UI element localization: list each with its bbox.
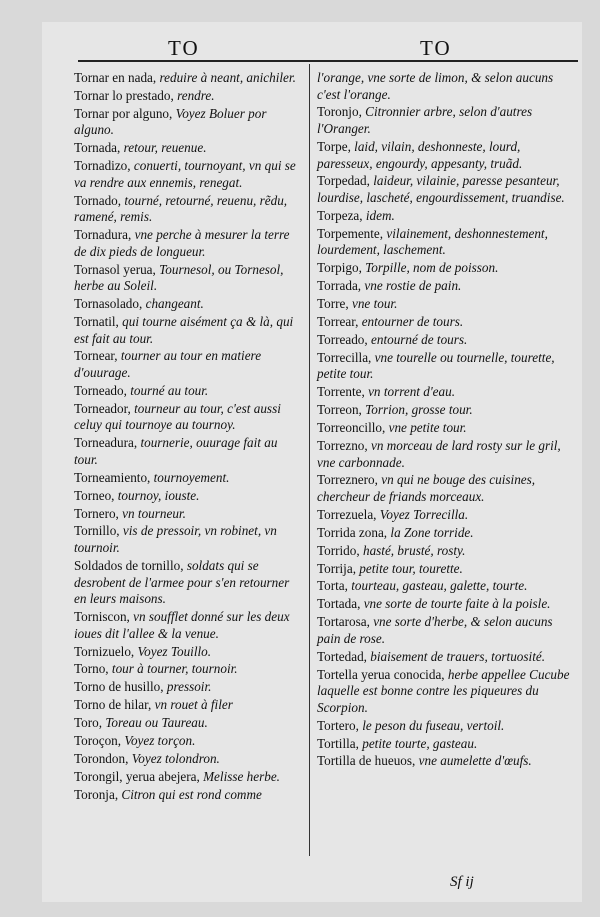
entry-definition: vne perche à mesurer la terre de dix pieds de longueur. <box>74 227 290 259</box>
dictionary-entry <box>317 753 575 770</box>
entry-definition: vne tourelle ou tournelle, tourette, petite tour. <box>317 349 555 382</box>
dictionary-entry <box>317 543 575 560</box>
entry-definition: idem. <box>362 207 395 223</box>
dictionary-entry <box>317 332 575 349</box>
entry-headword: Torrezno, <box>317 437 368 453</box>
running-head-left: TO <box>168 36 200 60</box>
entry-headword: Tornasol yerua, <box>74 261 156 277</box>
entry-headword: Toronjo, <box>317 104 362 120</box>
dictionary-entry <box>74 401 304 434</box>
entry-headword: Tortella yerua conocida, <box>317 666 445 682</box>
entry-definition: Melisse herbe. <box>199 768 280 784</box>
entry-headword: Tornero, <box>74 505 119 521</box>
dictionary-entry <box>74 715 304 732</box>
entry-definition: la Zone torride. <box>387 524 474 540</box>
dictionary-entry <box>74 506 304 523</box>
entry-definition: tournoy, iouste. <box>114 487 200 503</box>
entry-definition: Citronnier arbre, selon d'autres l'Oranger. <box>317 104 533 137</box>
entry-definition: pressoir. <box>163 679 212 695</box>
entry-definition: tourné, retourné, reuenu, rẽdu, ramené, remis. <box>74 192 288 225</box>
entry-headword: Torneadura, <box>74 435 138 451</box>
dictionary-entry <box>74 697 304 714</box>
entry-headword: Tornadura, <box>74 227 132 243</box>
running-head-right: TO <box>420 36 452 60</box>
entry-headword: Tornar lo prestado, <box>74 87 174 103</box>
dictionary-entry <box>317 226 575 259</box>
entry-headword: Torrido, <box>317 542 360 558</box>
dictionary-entry <box>74 314 304 347</box>
dictionary-entry <box>74 679 304 696</box>
entry-headword: Torniscon, <box>74 609 130 625</box>
dictionary-entry <box>317 278 575 295</box>
entry-headword: Torta, <box>317 578 348 594</box>
entry-headword: Torneo, <box>74 487 115 503</box>
dictionary-entry <box>74 88 304 105</box>
dictionary-entry <box>74 262 304 295</box>
entry-definition: vn soufflet donné sur les deux ioues dit l'allee & la venue. <box>74 609 290 641</box>
dictionary-entry <box>74 488 304 505</box>
entry-definition: tourné au tour. <box>126 382 209 398</box>
entry-headword: Toroçon, <box>74 732 122 748</box>
entry-headword: Torno de husillo, <box>74 679 164 695</box>
dictionary-entry <box>74 787 304 804</box>
dictionary-entry <box>317 139 575 172</box>
entry-definition: hasté, brusté, rosty. <box>359 542 466 558</box>
entry-headword: Torrada, <box>317 278 362 294</box>
dictionary-entry <box>317 596 575 613</box>
entry-headword: Torondon, <box>74 750 129 766</box>
entry-headword: Tortedad, <box>317 648 367 664</box>
entry-headword: Torpemente, <box>317 225 384 241</box>
dictionary-entry <box>74 435 304 468</box>
entry-definition: Torpille, nom de poisson. <box>361 260 499 276</box>
left-column <box>74 70 304 805</box>
entry-headword: Torreznero, <box>317 472 378 488</box>
entry-headword: Torre, <box>317 296 349 312</box>
entry-headword: Tortarosa, <box>317 614 370 630</box>
dictionary-entry <box>74 470 304 487</box>
dictionary-entry <box>317 173 575 206</box>
header-rule <box>78 60 578 62</box>
entry-definition: qui tourne aisément ça & là, qui est fait au tour. <box>74 313 294 346</box>
entry-definition: laid, vilain, deshonneste, lourd, paresseux, engourdy, appesanty, truãd. <box>317 138 523 171</box>
dictionary-entry <box>74 644 304 661</box>
entry-definition: Voyez Boluer por alguno. <box>74 105 267 138</box>
dictionary-entry <box>317 420 575 437</box>
entry-definition: tourner au tour en matiere d'ouurage. <box>74 348 262 381</box>
dictionary-entry <box>317 472 575 505</box>
entry-definition: tourneur au tour, c'est aussi celuy qui tournoye au tournoy. <box>74 400 281 433</box>
entry-definition: biaisement de trauers, tortuosité. <box>366 648 546 664</box>
entry-definition: Toreau ou Taureau. <box>102 715 208 731</box>
entry-definition: changeant. <box>142 296 204 312</box>
entry-headword: Tornillo, <box>74 523 120 539</box>
entry-definition: vne rostie de pain. <box>361 278 462 294</box>
dictionary-entry <box>317 384 575 401</box>
dictionary-entry <box>74 609 304 642</box>
entry-headword: Torpigo, <box>317 260 362 276</box>
entry-definition: vilainement, deshonnestement, lourdement, laschement. <box>317 225 548 258</box>
entry-headword: Torneamiento, <box>74 469 151 485</box>
dictionary-entry <box>317 260 575 277</box>
dictionary-entry <box>74 769 304 786</box>
dictionary-entry <box>74 70 304 87</box>
entry-definition: soldats qui se desrobent de l'armee pour s'en retourner en leurs maisons. <box>74 557 290 607</box>
entry-headword: Tornado, <box>74 192 122 208</box>
right-column <box>317 70 575 771</box>
dictionary-entry <box>74 296 304 313</box>
entry-definition: vne tour. <box>348 296 398 312</box>
entry-headword: Tornasolado, <box>74 296 143 312</box>
entry-definition: Tournesol, ou Tornesol, herbe au Soleil. <box>74 261 284 294</box>
entry-headword: Torongil, yerua abejera, <box>74 768 200 784</box>
entry-headword: Tornear, <box>74 348 118 364</box>
dictionary-entry <box>74 733 304 750</box>
dictionary-entry <box>317 525 575 542</box>
entry-headword: Tortero, <box>317 717 359 733</box>
dictionary-entry <box>74 140 304 157</box>
entry-definition: Voyez torçon. <box>121 732 196 748</box>
entry-definition: entourner de tours. <box>358 313 464 329</box>
entry-headword: Tortilla, <box>317 735 359 751</box>
dictionary-page <box>42 22 582 902</box>
entry-definition: vne sorte de tourte faite à la poisle. <box>360 596 551 612</box>
column-divider <box>309 64 310 856</box>
entry-definition: entourné de tours. <box>367 331 468 347</box>
dictionary-entry <box>317 649 575 666</box>
dictionary-entry <box>74 106 304 139</box>
entry-definition: vn morceau de lard rosty sur le gril, vne carbonnade. <box>317 437 561 470</box>
entry-definition: Voyez Torrecilla. <box>376 506 469 522</box>
entry-headword: Torno, <box>74 661 109 677</box>
dictionary-entry <box>317 208 575 225</box>
entry-definition: le peson du fuseau, vertoil. <box>358 717 505 733</box>
entry-definition: reduire à neant, anichiler. <box>156 70 296 85</box>
dictionary-entry <box>317 70 575 103</box>
entry-headword: Torneador, <box>74 400 131 416</box>
dictionary-entry <box>317 314 575 331</box>
dictionary-entry <box>74 193 304 226</box>
dictionary-entry <box>317 507 575 524</box>
dictionary-entry <box>74 383 304 400</box>
entry-definition: vis de pressoir, vn robinet, vn tournoir. <box>74 523 277 556</box>
entry-definition: tournerie, ouurage fait au tour. <box>74 435 278 467</box>
entry-headword: Torpedad, <box>317 173 370 189</box>
entry-definition: tourteau, gasteau, galette, tourte. <box>347 578 528 594</box>
dictionary-entry <box>317 296 575 313</box>
entry-headword: Torrente, <box>317 384 365 400</box>
entry-headword: Tornadizo, <box>74 158 131 174</box>
dictionary-entry <box>317 104 575 137</box>
dictionary-entry <box>317 614 575 647</box>
dictionary-entry <box>74 523 304 556</box>
entry-headword: Torreoncillo, <box>317 420 386 436</box>
dictionary-entry <box>317 736 575 753</box>
dictionary-entry <box>74 227 304 260</box>
entry-definition: vn qui ne bouge des cuisines, chercheur de friands morceaux. <box>317 472 536 504</box>
entry-headword: Torneado, <box>74 382 127 398</box>
entry-headword: Torpeza, <box>317 207 363 223</box>
entry-definition: herbe appellee Cucube laquelle est bonne contre les piqueures du Scorpion. <box>317 666 570 715</box>
entry-headword: Tortilla de hueuos, <box>317 753 416 769</box>
entry-headword: Toro, <box>74 715 103 731</box>
entry-headword: Tornar por alguno, <box>74 105 173 121</box>
entry-headword: Soldados de tornillo, <box>74 557 184 573</box>
entry-definition: Voyez Touillo. <box>134 643 212 659</box>
entry-headword: Torno de hilar, <box>74 697 152 713</box>
entry-definition: vn tourneur. <box>118 505 186 521</box>
entry-headword: Torrezuela, <box>317 506 377 522</box>
entry-headword: Torreon, <box>317 402 362 418</box>
dictionary-entry <box>74 751 304 768</box>
entry-definition: retour, reuenue. <box>120 140 207 156</box>
entry-definition: tournoyement. <box>150 469 230 485</box>
entry-definition: Citron qui est rond comme <box>118 786 262 802</box>
entry-headword: Tornar en nada, <box>74 70 157 85</box>
entry-definition: vne aumelette d'œufs. <box>415 753 532 769</box>
entry-headword: Tornada, <box>74 140 121 156</box>
entry-definition: vne petite tour. <box>385 420 467 436</box>
dictionary-entry <box>74 661 304 678</box>
entry-definition: conuerti, tournoyant, vn qui se va rendre aux ennemis, renegat. <box>74 158 296 190</box>
entry-headword: Torrija, <box>317 560 356 576</box>
dictionary-entry <box>317 561 575 578</box>
entry-definition: vn rouet à filer <box>151 697 233 713</box>
entry-definition: vne sorte d'herbe, & selon aucuns pain de rose. <box>317 614 553 646</box>
dictionary-entry <box>317 350 575 383</box>
entry-definition: petite tour, tourette. <box>356 560 463 576</box>
entry-headword: Torreado, <box>317 331 368 347</box>
dictionary-entry <box>74 348 304 381</box>
entry-headword: Torrear, <box>317 313 359 329</box>
dictionary-entry <box>317 438 575 471</box>
entry-definition: vn torrent d'eau. <box>364 384 456 400</box>
entry-definition: tour à tourner, tournoir. <box>108 661 238 677</box>
entry-definition: Torrion, grosse tour. <box>361 402 473 418</box>
dictionary-entry <box>317 667 575 717</box>
entry-definition: Voyez tolondron. <box>128 750 220 766</box>
entry-definition: laideur, vilainie, paresse pesanteur, lourdise, lascheté, engourdissement, truandise. <box>317 173 565 206</box>
entry-headword: Tortada, <box>317 596 361 612</box>
entry-headword: Toronja, <box>74 786 119 802</box>
dictionary-entry <box>317 578 575 595</box>
entry-headword: Torrecilla, <box>317 349 372 365</box>
signature-mark: Sf ij <box>450 874 474 890</box>
dictionary-entry <box>74 558 304 608</box>
entry-headword: Tornatil, <box>74 313 119 329</box>
dictionary-entry <box>317 718 575 735</box>
dictionary-entry <box>317 402 575 419</box>
entry-headword: Tornizuelo, <box>74 643 135 659</box>
entry-definition: petite tourte, gasteau. <box>358 735 478 751</box>
entry-definition: l'orange, vne sorte de limon, & selon aucuns c'est l'orange. <box>317 70 554 102</box>
entry-headword: Torrida zona, <box>317 524 388 540</box>
dictionary-entry <box>74 158 304 191</box>
entry-headword: Torpe, <box>317 138 351 154</box>
entry-definition: rendre. <box>173 87 215 103</box>
